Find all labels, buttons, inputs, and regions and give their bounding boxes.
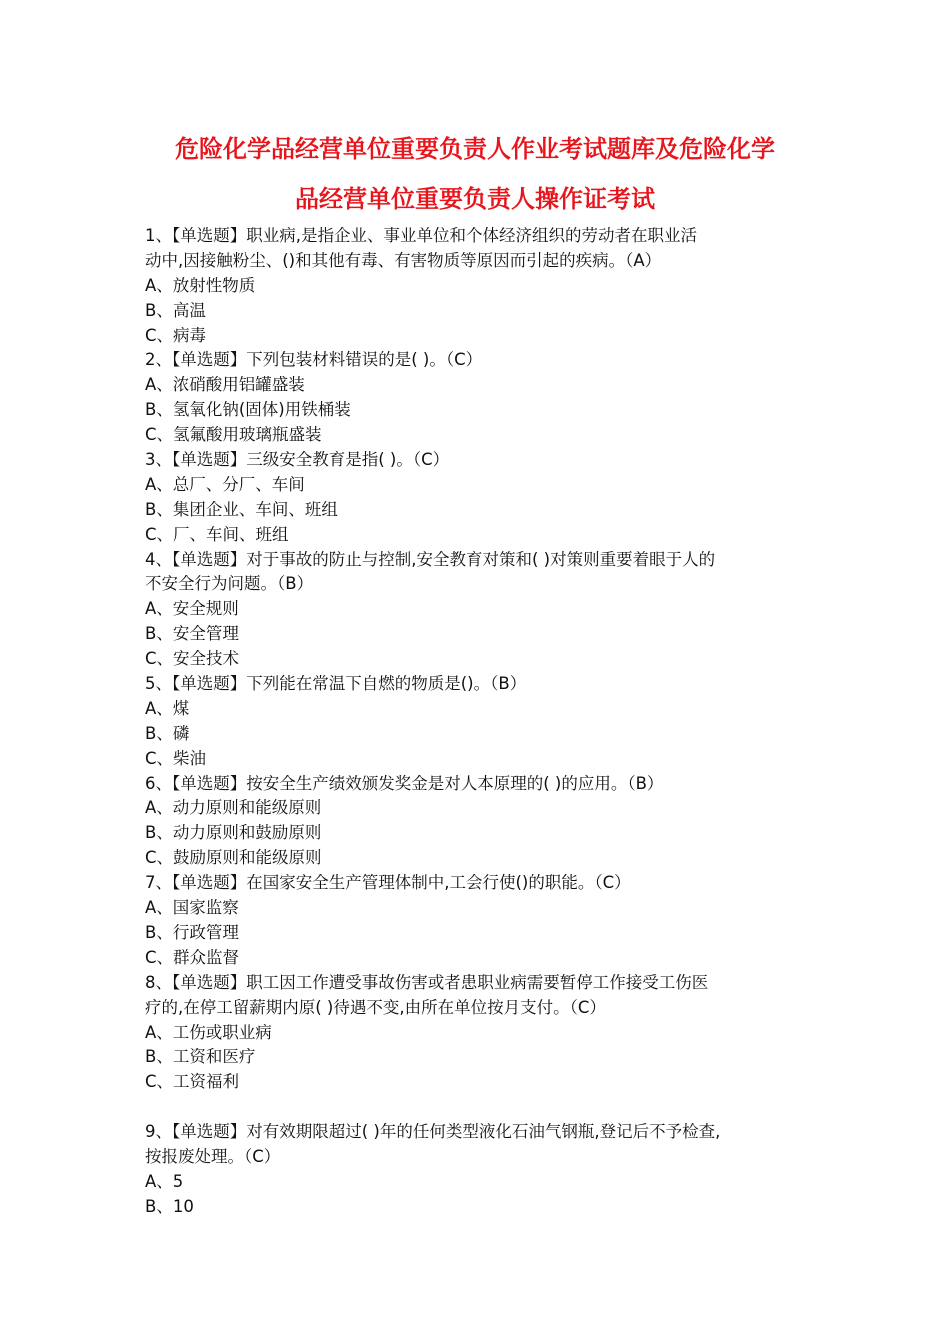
question-text: 2、【单选题】下列包装材料错误的是( )。（C） xyxy=(145,350,483,370)
answer-option: B、磷 xyxy=(145,723,190,743)
question-5 xyxy=(145,672,815,772)
answer-option: A、国家监察 xyxy=(145,898,239,918)
question-6 xyxy=(145,772,815,872)
answer-option: C、柴油 xyxy=(145,748,207,768)
document-title-line-1: 危险化学品经营单位重要负责人作业考试题库及危险化学 xyxy=(175,135,775,163)
answer-option: B、动力原则和鼓励原则 xyxy=(145,823,322,843)
question-text: 3、【单选题】三级安全教育是指( )。（C） xyxy=(145,450,450,470)
question-list xyxy=(145,224,815,1220)
question-text: 动中,因接触粉尘、()和其他有毒、有害物质等原因而引起的疾病。（A） xyxy=(145,250,662,270)
answer-option: B、集团企业、车间、班组 xyxy=(145,499,338,519)
question-9 xyxy=(145,1120,815,1220)
answer-option: C、安全技术 xyxy=(145,649,240,669)
question-text: 不安全行为问题。（B） xyxy=(145,574,314,594)
question-text: 1、【单选题】职业病,是指企业、事业单位和个体经济组织的劳动者在职业活 xyxy=(145,226,697,245)
question-4 xyxy=(145,548,815,672)
answer-option: B、高温 xyxy=(145,300,206,320)
answer-option: B、工资和医疗 xyxy=(145,1047,256,1067)
answer-option: C、工资福利 xyxy=(145,1072,240,1092)
answer-option: C、氢氟酸用玻璃瓶盛装 xyxy=(145,425,322,445)
question-text: 4、【单选题】对于事故的防止与控制,安全教育对策和( )对策则重要着眼于人的 xyxy=(145,549,716,569)
answer-option: B、行政管理 xyxy=(145,922,239,942)
answer-option: A、安全规则 xyxy=(145,599,239,619)
question-3 xyxy=(145,448,815,548)
answer-option: C、鼓励原则和能级原则 xyxy=(145,848,322,868)
answer-option: A、放射性物质 xyxy=(145,275,256,295)
question-text: 按报废处理。（C） xyxy=(145,1146,281,1166)
question-2 xyxy=(145,348,815,448)
question-text: 6、【单选题】按安全生产绩效颁发奖金是对人本原理的( )的应用。（B） xyxy=(145,773,664,793)
question-text: 5、【单选题】下列能在常温下自燃的物质是()。（B） xyxy=(145,674,527,694)
question-text: 7、【单选题】在国家安全生产管理体制中,工会行使()的职能。（C） xyxy=(145,873,631,893)
answer-option: B、10 xyxy=(145,1196,194,1216)
question-text: 9、【单选题】对有效期限超过( )年的任何类型液化石油气钢瓶,登记后不予检查, xyxy=(145,1122,721,1142)
answer-option: C、群众监督 xyxy=(145,947,240,967)
question-1 xyxy=(145,224,815,348)
answer-option: B、安全管理 xyxy=(145,624,239,644)
answer-option: A、煤 xyxy=(145,698,190,718)
document-title-line-2: 品经营单位重要负责人操作证考试 xyxy=(295,185,655,213)
answer-option: C、厂、车间、班组 xyxy=(145,524,289,544)
question-text: 8、【单选题】职工因工作遭受事故伤害或者患职业病需要暂停工作接受工伤医 xyxy=(145,972,709,992)
answer-option: A、5 xyxy=(145,1171,184,1191)
answer-option: C、病毒 xyxy=(145,325,207,345)
answer-option: A、浓硝酸用铝罐盛装 xyxy=(145,375,305,395)
answer-option: A、动力原则和能级原则 xyxy=(145,798,322,818)
question-text: 疗的,在停工留薪期内原( )待遇不变,由所在单位按月支付。（C） xyxy=(145,997,606,1017)
answer-option: A、总厂、分厂、车间 xyxy=(145,474,305,494)
answer-option: A、工伤或职业病 xyxy=(145,1022,272,1042)
question-7 xyxy=(145,871,815,971)
blank-line xyxy=(145,1095,815,1120)
question-8 xyxy=(145,971,815,1095)
answer-option: B、氢氧化钠(固体)用铁桶装 xyxy=(145,400,351,420)
